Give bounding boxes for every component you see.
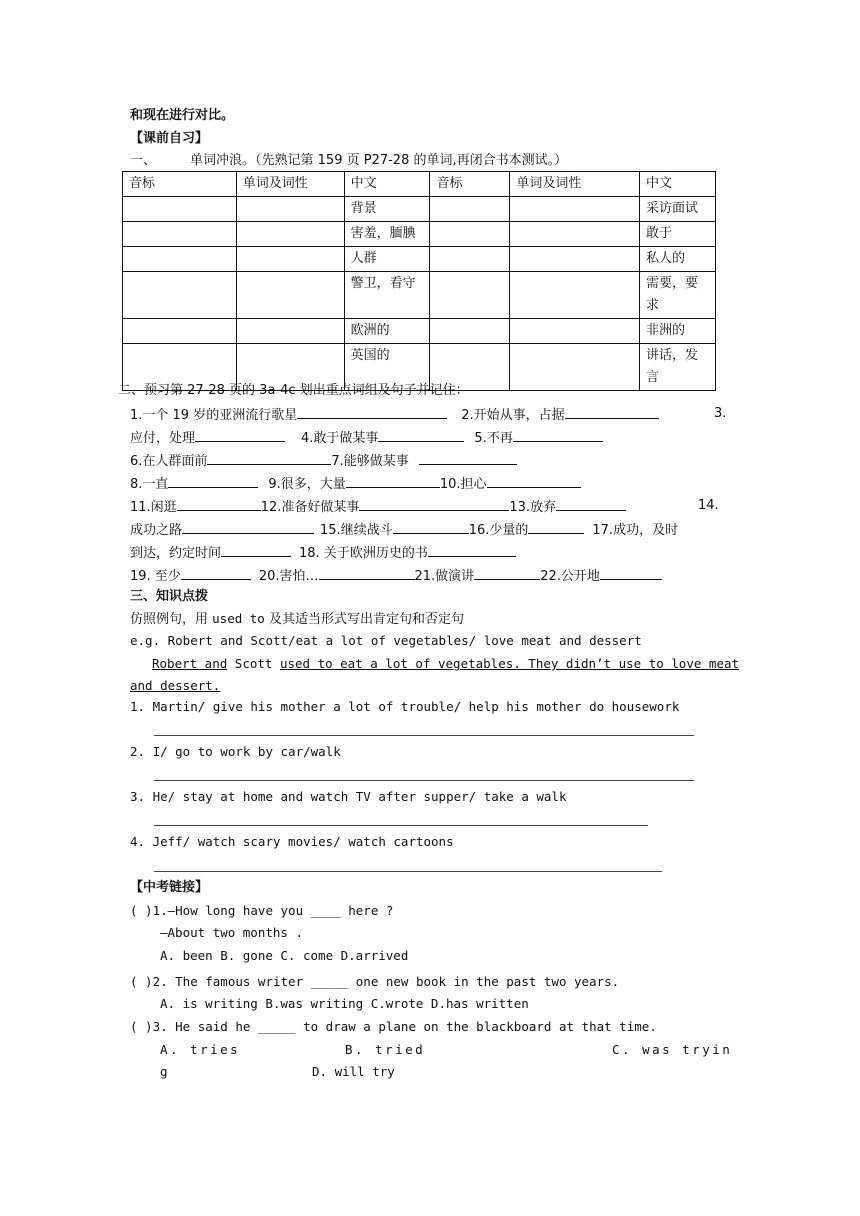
phrase-prompt: 成功之路: [130, 523, 183, 538]
part3-instruction: [130, 609, 464, 630]
word-cell[interactable]: [510, 197, 640, 222]
exercise-item: 3. He/ stay at home and watch TV after supper/ take a walk: [130, 789, 567, 804]
table-header-cell: 单词及词性: [510, 172, 640, 197]
answer-blank[interactable]: [393, 519, 469, 534]
word-cell[interactable]: [510, 222, 640, 247]
phrase-prompt: 7.能够做某事: [331, 454, 409, 469]
phrase-number: 3.: [714, 406, 727, 421]
phonetic-cell[interactable]: [123, 319, 237, 344]
exam-option: D. will try: [312, 1064, 395, 1079]
exam-option-wrap: g: [160, 1064, 168, 1079]
example-answer-line-1: [152, 654, 739, 674]
answer-blank[interactable]: [297, 404, 447, 419]
chinese-cell: 英国的: [344, 344, 430, 391]
chinese-cell: [640, 272, 716, 319]
table-row: [123, 222, 716, 247]
word-cell[interactable]: [236, 247, 344, 272]
phonetic-cell[interactable]: [430, 222, 510, 247]
example-answer-text: Robert and: [152, 656, 228, 671]
phrase-prompt: 到达，约定时间: [130, 546, 222, 561]
answer-blank[interactable]: [207, 450, 331, 465]
answer-line[interactable]: [154, 735, 694, 736]
phonetic-cell[interactable]: [123, 247, 237, 272]
exercise-item: 1. Martin/ give his mother a lot of trouble/ help his mother do housework: [130, 699, 680, 714]
phrase-prompt: 18. 关于欧洲历史的书: [299, 546, 428, 561]
exam-question: ( )3. He said he _____ to draw a plane on the blackboard at that time.: [130, 1019, 657, 1034]
phrase-prompt: 1.一个 19 岁的亚洲流行歌星: [130, 408, 298, 423]
chinese-cell: 警卫，看守: [344, 272, 430, 319]
phrase-prompt: 20.害怕…: [258, 569, 319, 584]
exam-option: A. tries: [160, 1042, 241, 1057]
table-row: [123, 247, 716, 272]
phrase-prompt: 19. 至少: [130, 569, 181, 584]
example-answer-text: Scott: [227, 656, 280, 671]
instruction-keyword: used to: [212, 611, 265, 626]
answer-blank[interactable]: [428, 542, 516, 557]
answer-blank[interactable]: [487, 473, 581, 488]
phonetic-cell[interactable]: [430, 247, 510, 272]
answer-blank[interactable]: [221, 542, 291, 557]
phrase-prompt: 2.开始从事，占据: [461, 408, 565, 423]
answer-line[interactable]: [154, 871, 662, 872]
chinese-cell-line: 讲话，发: [646, 348, 699, 363]
exam-option: C. was tryin: [612, 1042, 733, 1057]
exam-option: B. tried: [345, 1042, 426, 1057]
part3-title: 三、知识点拨: [130, 589, 209, 604]
word-cell[interactable]: [236, 222, 344, 247]
chinese-cell: [640, 344, 716, 391]
chinese-cell-line: 需要，要: [646, 276, 699, 291]
chinese-cell: 敢于: [640, 222, 716, 247]
word-cell[interactable]: [510, 319, 640, 344]
word-cell[interactable]: [510, 344, 640, 391]
chinese-cell: 害羞，腼腆: [344, 222, 430, 247]
answer-blank[interactable]: [195, 427, 285, 442]
answer-blank[interactable]: [528, 519, 584, 534]
instruction-text: 及其适当形式写出肯定句和否定句: [264, 612, 464, 627]
table-header-cell: 音标: [123, 172, 237, 197]
phonetic-cell[interactable]: [123, 197, 237, 222]
answer-blank[interactable]: [359, 496, 509, 511]
phrase-prompt: 22.公开地: [540, 569, 600, 584]
phrase-prompt: 5.不再: [474, 431, 513, 446]
exam-question: ( )2. The famous writer _____ one new book in the past two years.: [130, 974, 620, 989]
phrase-prompt: 8.一直: [130, 477, 169, 492]
exam-question-line: —About two months .: [160, 925, 303, 940]
part1-text: 单词冲浪。（先熟记第 159 页 P27-28 的单词,再闭合书本测试。）: [190, 153, 568, 168]
phrase-prompt: 应付，处理: [130, 431, 196, 446]
chinese-cell-line: 求: [646, 298, 660, 313]
phrase-line-3: [130, 450, 517, 472]
phrase-prompt: 17.成功，及时: [592, 523, 679, 538]
table-header-cell: 单词及词性: [236, 172, 344, 197]
word-cell[interactable]: [510, 272, 640, 319]
preview-heading: 【课前自习】: [130, 131, 209, 146]
table-header-cell: 音标: [430, 172, 510, 197]
phrase-prompt: 12.准备好做某事: [260, 500, 360, 515]
answer-blank[interactable]: [378, 427, 464, 442]
word-cell[interactable]: [236, 319, 344, 344]
part1-title: [130, 151, 567, 171]
answer-line[interactable]: [154, 780, 694, 781]
phrase-prompt: 13.放弃: [509, 500, 557, 515]
answer-blank[interactable]: [565, 404, 659, 419]
exercise-item: 4. Jeff/ watch scary movies/ watch cartoons: [130, 834, 454, 849]
phrase-prompt: 10.担心: [439, 477, 487, 492]
exam-options: A. is writing B.was writing C.wrote D.has written: [160, 996, 529, 1011]
phrase-number: 14.: [698, 498, 719, 513]
answer-blank[interactable]: [346, 473, 440, 488]
answer-blank[interactable]: [419, 450, 517, 465]
word-cell[interactable]: [236, 272, 344, 319]
answer-blank[interactable]: [177, 496, 261, 511]
example-answer-text: used to eat a lot of vegetables. They didn’t use to love meat: [279, 656, 740, 671]
phrase-line-4: [130, 473, 581, 495]
word-cell[interactable]: [510, 247, 640, 272]
part2-title: 二、预习第 27-28 页的 3a-4c 划出重点词组及句子并记住：: [118, 383, 469, 398]
phrase-prompt: 21.做演讲: [414, 569, 475, 584]
table-row: [123, 272, 716, 319]
table-header-cell: 中文: [640, 172, 716, 197]
example-answer-line-2: and dessert.: [130, 678, 221, 693]
example-prompt: e.g. Robert and Scott/eat a lot of vegetables/ love meat and dessert: [130, 633, 642, 648]
chinese-cell: 私人的: [640, 247, 716, 272]
answer-blank[interactable]: [319, 565, 415, 580]
chinese-cell: 非洲的: [640, 319, 716, 344]
answer-blank[interactable]: [168, 473, 258, 488]
phonetic-cell[interactable]: [123, 222, 237, 247]
answer-blank[interactable]: [600, 565, 662, 580]
answer-blank[interactable]: [513, 427, 603, 442]
chinese-cell: 背景: [344, 197, 430, 222]
chinese-cell: 欧洲的: [344, 319, 430, 344]
answer-blank[interactable]: [181, 565, 251, 580]
part1-number: 一、: [130, 153, 157, 168]
table-header-row: [123, 172, 716, 197]
chinese-cell-line: 言: [646, 370, 660, 385]
table-row: [123, 319, 716, 344]
phonetic-cell[interactable]: [123, 272, 237, 319]
phonetic-cell[interactable]: [430, 272, 510, 319]
instruction-text: 仿照例句，用: [130, 612, 213, 627]
phrase-line-1: [130, 404, 659, 426]
answer-line[interactable]: [154, 825, 648, 826]
phrase-line-8: [130, 565, 662, 587]
phrase-line-2: [130, 427, 603, 449]
exam-options: A. been B. gone C. come D.arrived: [160, 948, 409, 963]
answer-blank[interactable]: [474, 565, 540, 580]
exercise-item: 2. I/ go to work by car/walk: [130, 744, 341, 759]
table-header-cell: 中文: [344, 172, 430, 197]
phrase-prompt: 6.在人群面前: [130, 454, 208, 469]
phrase-prompt: 15.继续战斗: [320, 523, 393, 538]
exam-heading: 【中考链接】: [130, 880, 209, 895]
phrase-prompt: 11.闲逛: [130, 500, 177, 515]
phonetic-cell[interactable]: [430, 197, 510, 222]
phrase-prompt: 9.很多，大量: [268, 477, 346, 492]
phrase-line-6: [130, 519, 678, 541]
answer-blank[interactable]: [556, 496, 626, 511]
phrase-line-5: [130, 496, 626, 518]
phrase-prompt: 4.敢于做某事: [301, 431, 379, 446]
phrase-prompt: 16.少量的: [468, 523, 529, 538]
exam-question: ( )1.—How long have you ____ here ?: [130, 903, 394, 918]
chinese-cell: 人群: [344, 247, 430, 272]
chinese-cell: 采访面试: [640, 197, 716, 222]
word-cell[interactable]: [236, 197, 344, 222]
phonetic-cell[interactable]: [430, 319, 510, 344]
vocab-table: [122, 171, 716, 391]
intro-line: 和现在进行对比。: [130, 108, 235, 123]
answer-blank[interactable]: [182, 519, 314, 534]
phrase-line-7: [130, 542, 516, 564]
table-row: [123, 197, 716, 222]
